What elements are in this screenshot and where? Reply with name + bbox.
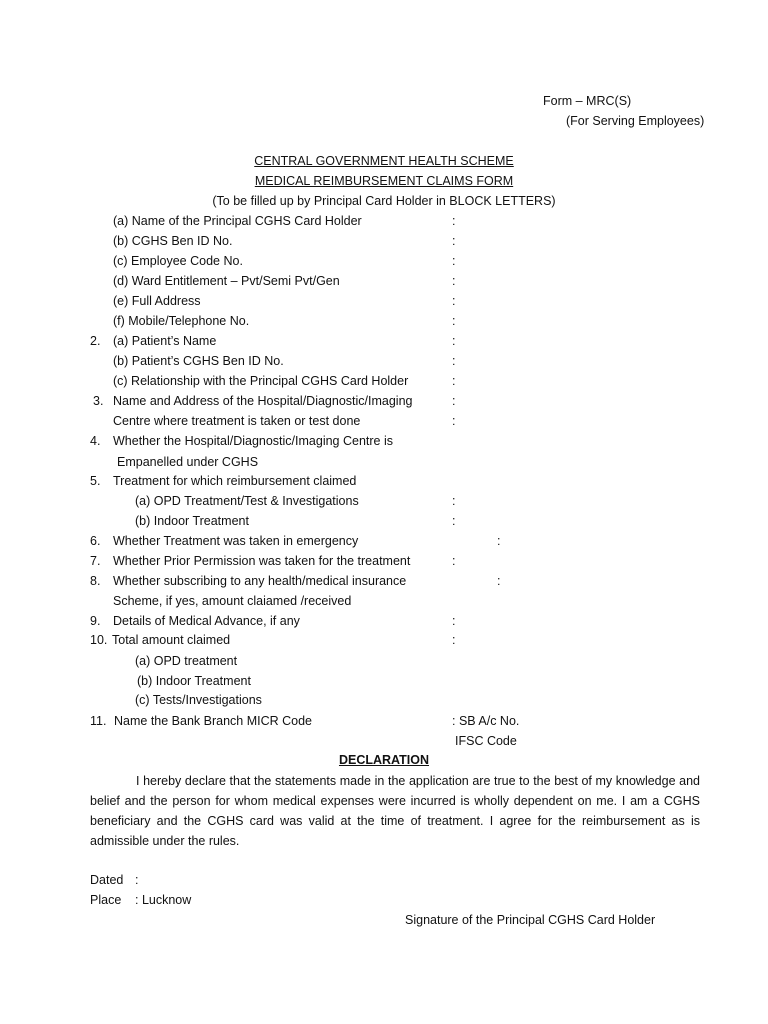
item-8-label-line1: Whether subscribing to any health/medical insurance <box>113 574 407 588</box>
declaration-heading: DECLARATION <box>338 753 430 767</box>
form-title: MEDICAL REIMBURSEMENT CLAIMS FORM <box>254 174 514 188</box>
item-10-number: 10. <box>90 633 108 647</box>
item-3-label-line2: Centre where treatment is taken or test done <box>113 414 361 428</box>
item-2c-label: (c) Relationship with the Principal CGHS Card Holder <box>113 374 409 388</box>
item-10-label: Total amount claimed <box>112 633 231 647</box>
item-9-number: 9. <box>90 614 101 628</box>
item-1a-label: (a) Name of the Principal CGHS Card Holder <box>113 214 362 228</box>
item-7-number: 7. <box>90 554 101 568</box>
item-11-label: Name the Bank Branch MICR Code <box>114 714 313 728</box>
item-4-number: 4. <box>90 434 101 448</box>
item-8-label-line2: Scheme, if yes, amount claiamed /received <box>113 594 352 608</box>
item-1c-label: (c) Employee Code No. <box>113 254 243 268</box>
place-label: Place <box>90 893 122 907</box>
dated-label: Dated <box>90 873 124 887</box>
item-2c-colon: : <box>452 374 456 388</box>
item-3-label-line1: Name and Address of the Hospital/Diagnostic/Imaging <box>113 394 413 408</box>
item-1f-colon: : <box>452 314 456 328</box>
item-2-number: 2. <box>90 334 101 348</box>
item-6-label: Whether Treatment was taken in emergency <box>113 534 359 548</box>
form-number: Form – MRC(S) <box>543 94 632 108</box>
item-10-colon: : <box>452 633 456 647</box>
item-4-label-line2: Empanelled under CGHS <box>117 455 259 469</box>
item-9-label: Details of Medical Advance, if any <box>113 614 300 628</box>
item-11-number: 11. <box>90 714 107 728</box>
item-1d-colon: : <box>452 274 456 288</box>
item-8-number: 8. <box>90 574 101 588</box>
item-5-number: 5. <box>90 474 101 488</box>
item-5-label: Treatment for which reimbursement claimed <box>113 474 357 488</box>
item-9-colon: : <box>452 614 456 628</box>
item-2b-colon: : <box>452 354 456 368</box>
item-10a-label: (a) OPD treatment <box>135 654 238 668</box>
item-3-colon-1: : <box>452 394 456 408</box>
place-value: : Lucknow <box>135 893 192 907</box>
item-6-number: 6. <box>90 534 101 548</box>
item-1d-label: (d) Ward Entitlement – Pvt/Semi Pvt/Gen <box>113 274 340 288</box>
item-10b-label: (b) Indoor Treatment <box>137 674 251 688</box>
item-8-colon: : <box>497 574 501 588</box>
scheme-title: CENTRAL GOVERNMENT HEALTH SCHEME <box>254 154 514 168</box>
item-3-colon-2: : <box>452 414 456 428</box>
item-10c-label: (c) Tests/Investigations <box>135 693 262 707</box>
sb-account-label: : SB A/c No. <box>452 714 520 728</box>
item-6-colon: : <box>497 534 501 548</box>
declaration-text: I hereby declare that the statements made in the application are true to the best of my knowledge and belief and the person for whom medical expenses were incurred is wholly dependent on me. I am a CGHS beneficiary and the CGHS card was valid at the time of treatment. I agree for the reimbursement as is admissible under the rules. <box>90 774 700 848</box>
item-1b-label: (b) CGHS Ben ID No. <box>113 234 233 248</box>
dated-value: : <box>135 873 139 887</box>
item-2a-label: (a) Patient’s Name <box>113 334 217 348</box>
item-1e-colon: : <box>452 294 456 308</box>
item-1e-label: (e) Full Address <box>113 294 201 308</box>
item-1a-colon: : <box>452 214 456 228</box>
item-7-colon: : <box>452 554 456 568</box>
item-1c-colon: : <box>452 254 456 268</box>
item-2a-colon: : <box>452 334 456 348</box>
instruction-text: (To be filled up by Principal Card Holder in BLOCK LETTERS) <box>212 194 556 208</box>
item-5a-label: (a) OPD Treatment/Test & Investigations <box>135 494 359 508</box>
ifsc-code-label: IFSC Code <box>455 734 517 748</box>
item-5b-label: (b) Indoor Treatment <box>135 514 249 528</box>
item-4-label-line1: Whether the Hospital/Diagnostic/Imaging Centre is <box>113 434 393 448</box>
item-5a-colon: : <box>452 494 456 508</box>
signature-label: Signature of the Principal CGHS Card Holder <box>405 913 656 927</box>
item-5b-colon: : <box>452 514 456 528</box>
item-1f-label: (f) Mobile/Telephone No. <box>113 314 250 328</box>
form-for-text: (For Serving Employees) <box>566 114 705 128</box>
item-7-label: Whether Prior Permission was taken for the treatment <box>113 554 411 568</box>
item-1b-colon: : <box>452 234 456 248</box>
item-2b-label: (b) Patient’s CGHS Ben ID No. <box>113 354 284 368</box>
item-3-number: 3. <box>93 394 104 408</box>
